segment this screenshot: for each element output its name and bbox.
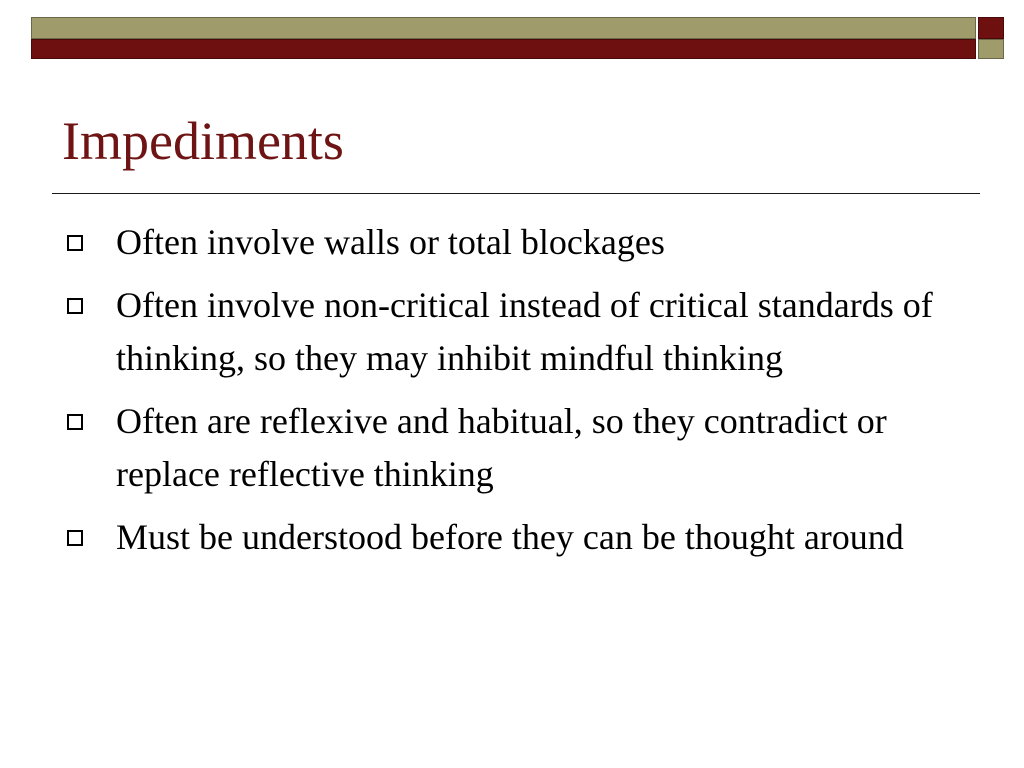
bullet-item [62, 511, 962, 564]
header-bar-olive [31, 17, 976, 39]
bullet-text: Often are reflexive and habitual, so they contradict or replace reflective thinking [116, 401, 887, 494]
header-bar-red [31, 39, 976, 59]
bullet-item [62, 216, 962, 269]
corner-block-red [978, 17, 1004, 39]
bullet-text: Often involve non-critical instead of critical standards of thinking, so they may inhibit mindful thinking [116, 285, 933, 378]
bullet-list [62, 216, 962, 574]
hollow-square-bullet-icon [67, 298, 83, 314]
hollow-square-bullet-icon [67, 414, 83, 430]
slide-title: Impediments [62, 111, 344, 171]
hollow-square-bullet-icon [67, 235, 83, 251]
bullet-text: Must be understood before they can be thought around [116, 517, 904, 557]
bullet-item [62, 395, 962, 501]
corner-block-olive [978, 39, 1004, 59]
bullet-item [62, 279, 962, 385]
bullet-text: Often involve walls or total blockages [116, 222, 665, 262]
title-underline [52, 193, 980, 194]
hollow-square-bullet-icon [67, 530, 83, 546]
